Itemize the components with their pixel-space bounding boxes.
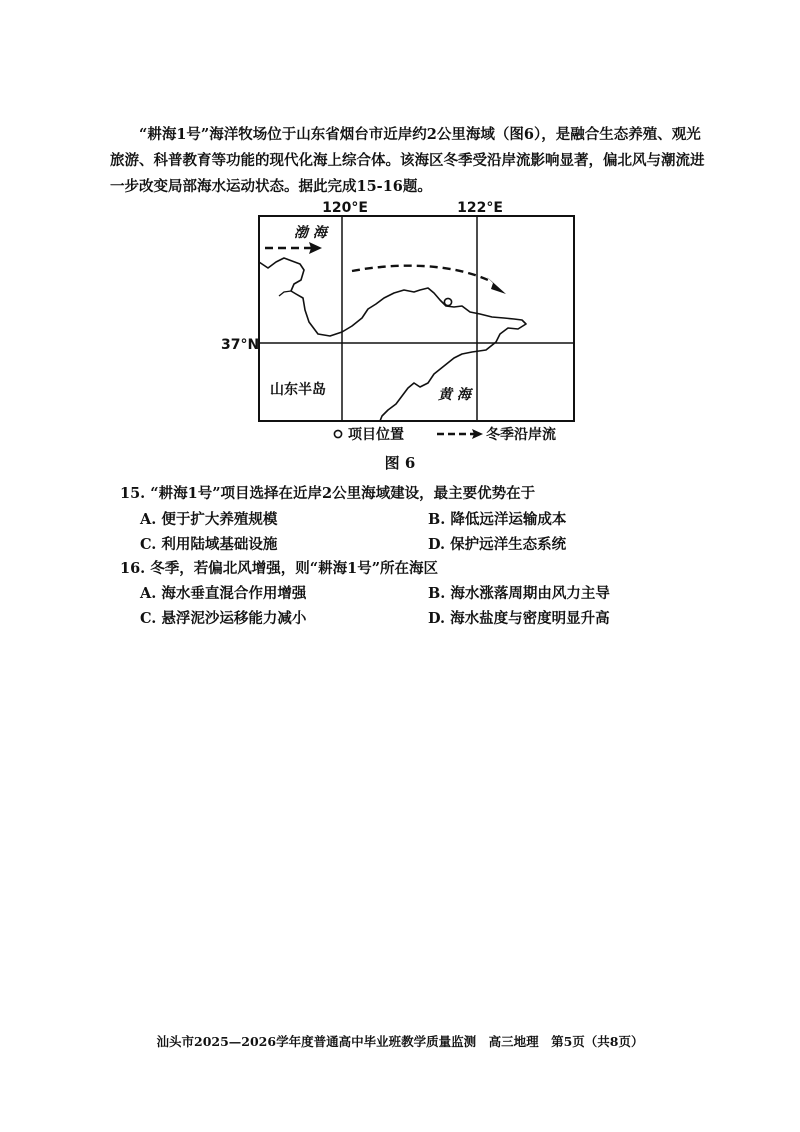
latitude-37n-label: 37°N	[221, 337, 260, 353]
intro-paragraph: “耕海1号”海洋牧场位于山东省烟台市近岸约2公里海域（图6），是融合生态养殖、观光旅游、科普教育等功能的现代化海上综合体。该海区冬季受沿岸流影响显著，偏北风与潮流进一步改变局部海水运动状态。据此完成15-16题。	[110, 126, 705, 195]
page-footer: 汕头市2025—2026学年度普通高中毕业班教学质量监测 高三地理 第5页（共8页）	[156, 1034, 644, 1049]
figure-caption: 图 6	[384, 454, 416, 472]
question-15-stem: 15. “耕海1号”项目选择在近岸2公里海域建设，最主要优势在于	[120, 485, 536, 502]
figure-6-map	[0, 0, 800, 460]
peninsula-label: 山东半岛	[270, 382, 326, 398]
q15-option-d: D. 保护远洋生态系统	[428, 536, 567, 553]
yellow-sea-label: 黄 海	[438, 387, 471, 403]
q15-option-a: A. 便于扩大养殖规模	[140, 511, 278, 528]
legend-current-label: 冬季沿岸流	[486, 427, 556, 443]
legend-site-icon	[334, 430, 341, 437]
bohai-label: 渤 海	[294, 225, 327, 241]
longitude-122e-label: 122°E	[457, 200, 503, 216]
longitude-120e-label: 120°E	[322, 200, 368, 216]
q16-option-c: C. 悬浮泥沙运移能力减小	[140, 610, 307, 627]
q16-option-d: D. 海水盐度与密度明显升高	[428, 610, 610, 627]
coastline-inlet	[279, 291, 291, 296]
q15-option-c: C. 利用陆域基础设施	[140, 536, 278, 553]
project-site-marker	[444, 298, 451, 305]
question-16-stem: 16. 冬季，若偏北风增强，则“耕海1号”所在海区	[120, 560, 439, 577]
q16-option-b: B. 海水涨落周期由风力主导	[428, 585, 610, 602]
q15-option-b: B. 降低远洋运输成本	[428, 511, 567, 528]
q16-option-a: A. 海水垂直混合作用增强	[140, 585, 307, 602]
coastal-current-arrow-north	[352, 266, 488, 280]
arrowhead-north	[487, 277, 506, 294]
legend-site-label: 项目位置	[348, 427, 404, 443]
